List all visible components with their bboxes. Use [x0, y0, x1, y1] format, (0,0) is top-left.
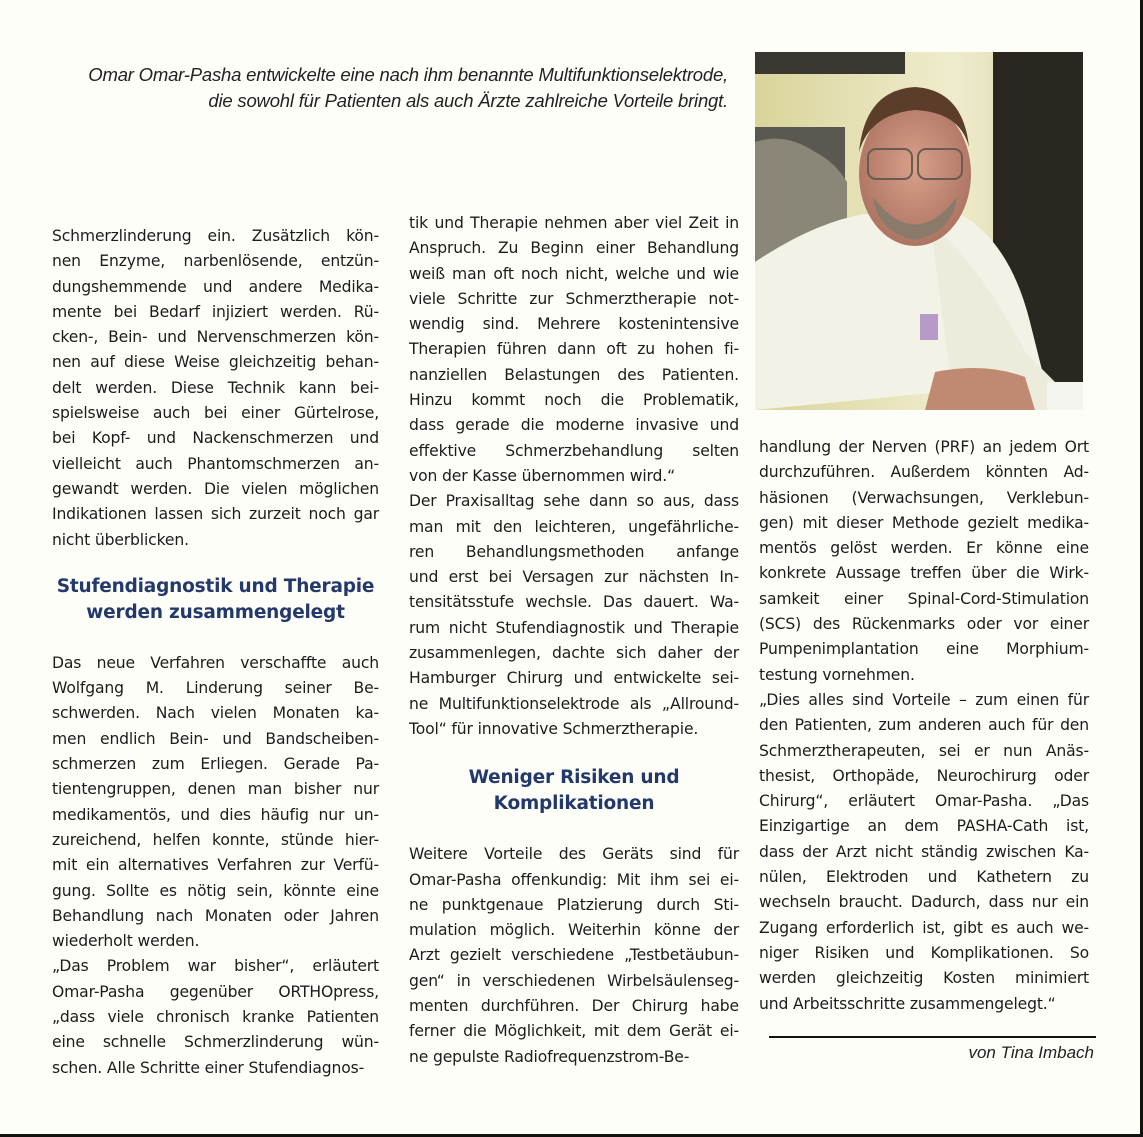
text-line: samkeit einer Spinal-Cord-Stimulation — [759, 589, 1089, 608]
text-line: tientengruppen, denen man bisher nur — [52, 780, 379, 799]
text-line: wechseln braucht. Dadurch, dass nur ein — [759, 893, 1089, 912]
text-line: den Patienten, zum anderen auch für den — [759, 716, 1089, 735]
text-line: schmerzen zum Erliegen. Gerade Pa- — [52, 755, 379, 774]
text-line: und erst bei Versagen zur nächsten In- — [409, 568, 739, 587]
text-line: Arzt gezielt verschiedene „Testbetäubun- — [409, 946, 739, 965]
text-line: ferner die Möglichkeit, mit dem Gerät ei- — [409, 1022, 739, 1041]
text-line: Chirurg“, erläutert Omar-Pasha. „Das — [759, 792, 1089, 811]
text-line: schen. Alle Schritte einer Stufendiagnos- — [52, 1058, 365, 1077]
photo-caption — [20, 62, 728, 114]
text-line: delt werden. Diese Technik kann bei- — [52, 378, 379, 397]
text-line: Anspruch. Zu Beginn einer Behandlung — [409, 239, 739, 258]
text-line: wiederholt werden. — [52, 932, 200, 951]
text-line: Schmerzlinderung ein. Zusätzlich kön- — [52, 227, 379, 245]
text-line: gung. Sollte es nötig sein, könnte eine — [52, 881, 379, 900]
text-line: Therapien führen dann oft zu hohen fi- — [409, 340, 739, 359]
text-line: dungshemmende und andere Medika- — [52, 277, 379, 296]
text-line: von der Kasse übernommen wird.“ — [409, 466, 676, 485]
text-line: Zugang erforderlich ist, gibt es auch we- — [759, 918, 1089, 937]
text-line: mit ein alternatives Verfahren zur Verfü- — [52, 856, 379, 875]
text-line: ren Behandlungsmethoden anfange — [409, 542, 739, 561]
text-line: menten durchführen. Der Chirurg habe — [409, 997, 739, 1016]
text-line: werden gleichzeitig Kosten minimiert — [759, 969, 1089, 988]
text-line: handlung der Nerven (PRF) an jedem Ort — [759, 438, 1089, 456]
caption-line: die sowohl für Patienten als auch Ärzte zahlreiche Vorteile bringt. — [208, 90, 728, 111]
paragraph — [409, 211, 739, 489]
caption-line: Omar Omar-Pasha entwickelte eine nach ihm benannte Multifunktionselektrode, — [88, 64, 728, 85]
portrait-photo — [755, 52, 1083, 410]
text-line: medikamentös, und dies häufig nur un- — [52, 805, 379, 824]
text-line: nen Enzyme, narbenlösende, entzün- — [52, 252, 379, 271]
text-line: testung vornehmen. — [759, 665, 915, 684]
text-line: Omar-Pasha gegenüber ORTHOpress, — [52, 982, 379, 1001]
text-line: bei Kopf- und Nackenschmerzen und — [52, 429, 379, 448]
text-line: ne punktgenaue Platzierung durch Sti- — [409, 895, 739, 914]
text-line: wendig sind. Mehrere kostenintensive — [409, 315, 739, 334]
text-line: Der Praxisalltag sehe dann so aus, dass — [409, 492, 739, 511]
text-line: Behandlung nach Monaten oder Jahren — [52, 906, 379, 925]
text-line: gen“ in verschiedenen Wirbelsäulenseg- — [409, 971, 739, 990]
text-line: Indikationen lassen sich zurzeit noch gar — [52, 505, 379, 524]
text-line: dass der Arzt nicht ständig zwischen Ka- — [759, 842, 1089, 861]
text-line: zureichend, helfen konnte, stünde hier- — [52, 830, 379, 849]
text-line: ne gepulste Radiofrequenzstrom-Be- — [409, 1047, 690, 1066]
paragraph — [52, 651, 379, 955]
text-line: und Arbeitsschritte zusammengelegt.“ — [759, 994, 1056, 1013]
text-line: konkrete Aussage treffen über die Wirk- — [759, 564, 1089, 583]
text-line: Hinzu kommt noch die Problematik, — [409, 391, 739, 410]
section-heading-weniger-risiken — [409, 765, 739, 817]
text-line: „dass viele chronisch kranke Patienten — [52, 1008, 379, 1027]
byline-divider — [769, 1036, 1096, 1038]
text-line: effektive Schmerzbehandlung selten — [409, 441, 739, 460]
text-line: Weitere Vorteile des Geräts sind für — [409, 845, 739, 864]
text-line: Hamburger Chirurg und entwickelte sei- — [409, 669, 739, 688]
author-byline: von Tina Imbach — [968, 1043, 1094, 1062]
text-line: weiß man oft noch nicht, welche und wie — [409, 264, 739, 283]
text-line: nanziellen Belastungen des Patienten. — [409, 365, 739, 384]
text-line: Pumpenimplantation eine Morphium- — [759, 640, 1089, 659]
text-line: Tool“ für innovative Schmerztherapie. — [409, 719, 699, 738]
text-line: thesist, Orthopäde, Neurochirurg oder — [759, 766, 1089, 785]
text-line: gewandt werden. Die vielen möglichen — [52, 479, 379, 498]
text-line: Wolfgang M. Linderung seiner Be- — [52, 679, 379, 698]
text-line: gen) mit dieser Methode gezielt medika- — [759, 513, 1089, 532]
heading-line: Weniger Risiken und — [468, 767, 680, 789]
text-line: durchzuführen. Außerdem könnten Ad- — [759, 463, 1089, 482]
section-heading-stufendiagnostik — [52, 574, 379, 626]
article-column-3 — [759, 435, 1089, 1017]
text-line: dass gerade die moderne invasive und — [409, 416, 739, 435]
text-line: niger Risiken und Komplikationen. So — [759, 943, 1089, 962]
text-line: tensitätsstufe wechsle. Das dauert. Wa- — [409, 593, 739, 612]
text-line: häsionen (Verwachsungen, Verklebun- — [759, 488, 1089, 507]
text-line: „Dies alles sind Vorteile – zum einen für — [759, 690, 1089, 709]
text-line: spielsweise auch bei einer Gürtelrose, — [52, 404, 379, 423]
text-line: nicht überblicken. — [52, 530, 189, 549]
text-line: Einzigartige an dem PASHA-Cath ist, — [759, 817, 1089, 836]
text-line: men endlich Bein- und Bandscheiben- — [52, 729, 379, 748]
text-line: zusammenlegen, dachte sich daher der — [409, 644, 739, 663]
text-line: mulation möglich. Weiterhin könne der — [409, 921, 739, 940]
text-line: Schmerztherapeuten, sei er nun Anäs- — [759, 741, 1089, 760]
portrait-image-icon — [755, 52, 1083, 410]
text-line: mentös gelöst werden. Er könne eine — [759, 539, 1089, 558]
text-line: mente bei Bedarf injiziert werden. Rü- — [52, 302, 379, 321]
article-column-1 — [52, 224, 379, 1081]
paragraph — [759, 435, 1089, 688]
text-line: man mit den leichteren, ungefährliche- — [409, 517, 739, 536]
text-line: ne Multifunktionselektrode als „Allround- — [409, 694, 739, 713]
text-line: tik und Therapie nehmen aber viel Zeit in — [409, 214, 739, 232]
text-line: Das neue Verfahren verschaffte auch — [52, 653, 379, 672]
text-line: cken-, Bein- und Nervenschmerzen kön- — [52, 328, 379, 347]
article-column-2 — [409, 211, 739, 1070]
text-line: nülen, Elektroden und Kathetern zu — [759, 868, 1089, 887]
heading-line: werden zusammengelegt — [86, 601, 345, 623]
paragraph — [409, 842, 739, 1070]
text-line: „Das Problem war bisher“, erläutert — [52, 957, 379, 976]
text-line: vielleicht auch Phantomschmerzen an- — [52, 454, 379, 473]
heading-line: Stufendiagnostik und Therapie — [56, 575, 375, 597]
text-line: nen auf diese Weise gleichzeitig behan- — [52, 353, 379, 372]
text-line: viele Schritte zur Schmerztherapie not- — [409, 289, 739, 308]
paragraph — [759, 688, 1089, 1017]
text-line: eine schnelle Schmerzlinderung wün- — [52, 1033, 379, 1052]
text-line: schwerden. Nach vielen Monaten ka- — [52, 704, 379, 723]
text-line: (SCS) des Rückenmarks oder vor einer — [759, 615, 1089, 634]
paragraph — [52, 224, 379, 553]
text-line: rum nicht Stufendiagnostik und Therapie — [409, 618, 739, 637]
paragraph — [52, 954, 379, 1080]
text-line: Omar-Pasha offenkundig: Mit ihm sei ei- — [409, 870, 739, 889]
paragraph — [409, 489, 739, 742]
heading-line: Komplikationen — [493, 793, 655, 815]
